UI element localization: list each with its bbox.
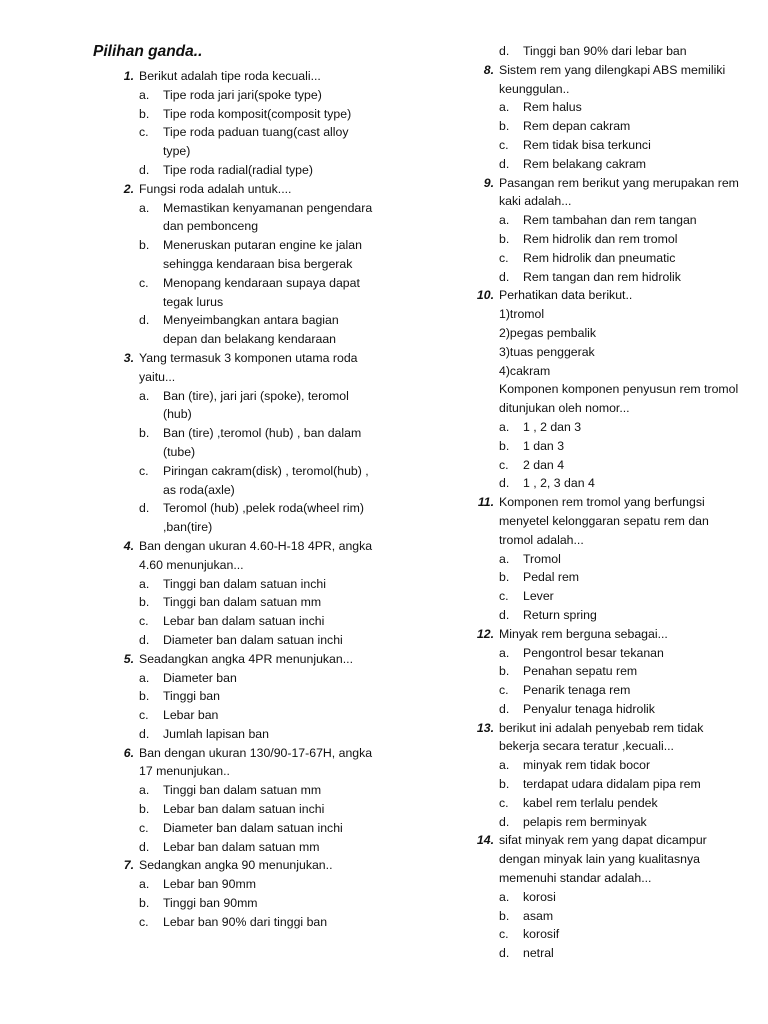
option-9d: d. Rem tangan dan rem hidrolik [499, 269, 681, 284]
question-text: Berikut adalah tipe roda kecuali... [139, 69, 321, 83]
question-text: sifat minyak rem yang dapat dicampur dengan minyak lain yang kualitasnya memenuhi standar adalah... [499, 833, 707, 886]
option-3a: a. Ban (tire), jari jari (spoke), teromol (hub) [139, 388, 349, 422]
question-text: Fungsi roda adalah untuk.... [139, 181, 292, 196]
option-6b: b. Lebar ban dalam satuan inchi [139, 802, 325, 817]
question-4: 4. Ban dengan ukuran 4.60-H-18 4PR, angka 4.60 menunjukan... [123, 538, 373, 572]
option-2d: d. Menyeimbangkan antara bagian depan dan belakang kendaraan [139, 313, 339, 347]
option-7a: a. Lebar ban 90mm [139, 877, 256, 892]
option-10c: c. 2 dan 4 [499, 457, 565, 472]
question-9: 9. Pasangan rem berikut yang merupakan rem kaki adalah... [483, 175, 739, 209]
option-9b: b. Rem hidrolik dan rem tromol [499, 231, 678, 246]
question-1: 1. Berikut adalah tipe roda kecuali... [123, 69, 321, 83]
option-12a: a. Pengontrol besar tekanan [499, 645, 664, 660]
option-2c: c. Menopang kendaraan supaya dapat tegak lurus [139, 275, 360, 309]
question-text: Ban dengan ukuran 4.60-H-18 4PR, angka 4.60 menunjukan... [139, 538, 373, 572]
question-7: 7. Sedangkan angka 90 menunjukan.. [123, 858, 333, 873]
option-4a: a. Tinggi ban dalam satuan inchi [139, 576, 326, 591]
option-6d: d. Lebar ban dalam satuan mm [139, 839, 320, 854]
data-line-4: 4)cakram [499, 363, 551, 378]
option-10d: d. 1 , 2, 3 dan 4 [499, 476, 595, 491]
question-6: 6. Ban dengan ukuran 130/90-17-67H, angka 17 menunjukan.. [123, 745, 373, 779]
option-13a: a. minyak rem tidak bocor [499, 758, 651, 773]
question-10: 10. Perhatikan data berikut.. [476, 288, 633, 303]
option-13c: c. kabel rem terlalu pendek [499, 795, 658, 810]
data-line-3: 3)tuas penggerak [499, 344, 595, 359]
option-6a: a. Tinggi ban dalam satuan mm [139, 783, 322, 798]
data-line-1: 1)tromol [499, 307, 545, 322]
option-13b: b. terdapat udara didalam pipa rem [499, 777, 701, 792]
option-11b: b. Pedal rem [499, 570, 580, 585]
option-6c: c. Diameter ban dalam satuan inchi [139, 820, 343, 835]
question-text: Perhatikan data berikut.. [499, 288, 633, 303]
question-8: 8. Sistem rem yang dilengkapi ABS memiliki keunggulan.. [483, 62, 726, 96]
option-11a: a. Tromol [499, 551, 561, 566]
question-text: Pasangan rem berikut yang merupakan rem kaki adalah... [499, 175, 739, 209]
question-text: Komponen rem tromol yang berfungsi menyetel kelonggaran sepatu rem dan tromol adalah... [499, 495, 709, 547]
option-5c: c. Lebar ban [139, 708, 219, 723]
question-12: 12. Minyak rem berguna sebagai... [476, 626, 668, 641]
option-1a: a. Tipe roda jari jari(spoke type) [139, 87, 322, 102]
question-text: Minyak rem berguna sebagai... [499, 626, 668, 641]
question-11: 11. Komponen rem tromol yang berfungsi menyetel kelonggaran sepatu rem dan tromol adalah... [477, 495, 709, 547]
option-3c: c. Piringan cakram(disk) , teromol(hub) , as roda(axle) [139, 463, 369, 497]
option-7d: d. Tinggi ban 90% dari lebar ban [499, 44, 687, 58]
option-1b: b. Tipe roda komposit(composit type) [139, 106, 352, 121]
question-text: Sistem rem yang dilengkapi ABS memiliki keunggulan.. [499, 62, 726, 96]
option-2b: b. Meneruskan putaran engine ke jalan sehingga kendaraan bisa bergerak [139, 238, 362, 271]
right-column [472, 42, 742, 963]
question-text: Sedangkan angka 90 menunjukan.. [139, 858, 333, 873]
question-3: 3. Yang termasuk 3 komponen utama roda yaitu... [123, 350, 358, 384]
question-13: 13. berikut ini adalah penyebab rem tidak bekerja secara teratur ,kecuali... [476, 720, 704, 754]
question-10-prompt: Komponen komponen penyusun rem tromol ditunjukan oleh nomor... [499, 382, 739, 416]
option-1d: d. Tipe roda radial(radial type) [139, 162, 313, 177]
option-11c: c. Lever [499, 589, 554, 604]
option-12b: b. Penahan sepatu rem [499, 664, 638, 679]
option-9c: c. Rem hidrolik dan pneumatic [499, 250, 676, 265]
question-text: Ban dengan ukuran 130/90-17-67H, angka 17 menunjukan.. [139, 745, 373, 779]
question-5: 5. Seadangkan angka 4PR menunjukan... [123, 651, 353, 666]
option-13d: d. pelapis rem berminyak [499, 814, 647, 829]
option-14a: a. korosi [499, 889, 556, 904]
option-5a: a. Diameter ban [139, 670, 237, 685]
option-4d: d. Diameter ban dalam satuan inchi [139, 632, 343, 647]
question-text: berikut ini adalah penyebab rem tidak bekerja secara teratur ,kecuali... [499, 720, 704, 754]
option-1c: c. Tipe roda paduan tuang(cast alloy type) [139, 125, 349, 159]
option-7b: b. Tinggi ban 90mm [139, 896, 258, 911]
option-12d: d. Penyalur tenaga hidrolik [499, 701, 655, 716]
question-2: 2. Fungsi roda adalah untuk.... [123, 181, 292, 196]
question-text: Yang termasuk 3 komponen utama roda yaitu... [139, 350, 358, 384]
option-2a: a. Memastikan kenyamanan pengendara dan pembonceng [139, 200, 373, 234]
option-9a: a. Rem tambahan dan rem tangan [499, 213, 697, 228]
option-8a: a. Rem halus [499, 100, 582, 115]
option-4b: b. Tinggi ban dalam satuan mm [139, 595, 322, 610]
question-text: Seadangkan angka 4PR menunjukan... [139, 651, 353, 666]
question-14: 14. sifat minyak rem yang dapat dicampur dengan minyak lain yang kualitasnya memenuhi standar adalah... [476, 833, 707, 886]
option-5b: b. Tinggi ban [139, 689, 220, 704]
option-8b: b. Rem depan cakram [499, 119, 631, 134]
option-3b: b. Ban (tire) ,teromol (hub) , ban dalam (tube) [139, 426, 362, 459]
option-10a: a. 1 , 2 dan 3 [499, 419, 582, 434]
option-10b: b. 1 dan 3 [499, 438, 565, 453]
option-5d: d. Jumlah lapisan ban [139, 726, 269, 741]
option-14d: d. netral [499, 946, 554, 961]
section-title: Pilihan ganda.. [93, 43, 203, 60]
option-8c: c. Rem tidak bisa terkunci [499, 137, 651, 152]
option-4c: c. Lebar ban dalam satuan inchi [139, 614, 325, 629]
option-14c: c. korosif [499, 927, 560, 942]
option-3d: d. Teromol (hub) ,pelek roda(wheel rim) ,ban(tire) [139, 501, 364, 535]
option-7c: c. Lebar ban 90% dari tinggi ban [139, 914, 328, 929]
data-line-2: 2)pegas pembalik [499, 325, 597, 340]
option-11d: d. Return spring [499, 607, 597, 622]
option-12c: c. Penarik tenaga rem [499, 683, 631, 698]
option-8d: d. Rem belakang cakram [499, 156, 647, 171]
left-column [112, 67, 374, 932]
option-14b: b. asam [499, 908, 554, 923]
